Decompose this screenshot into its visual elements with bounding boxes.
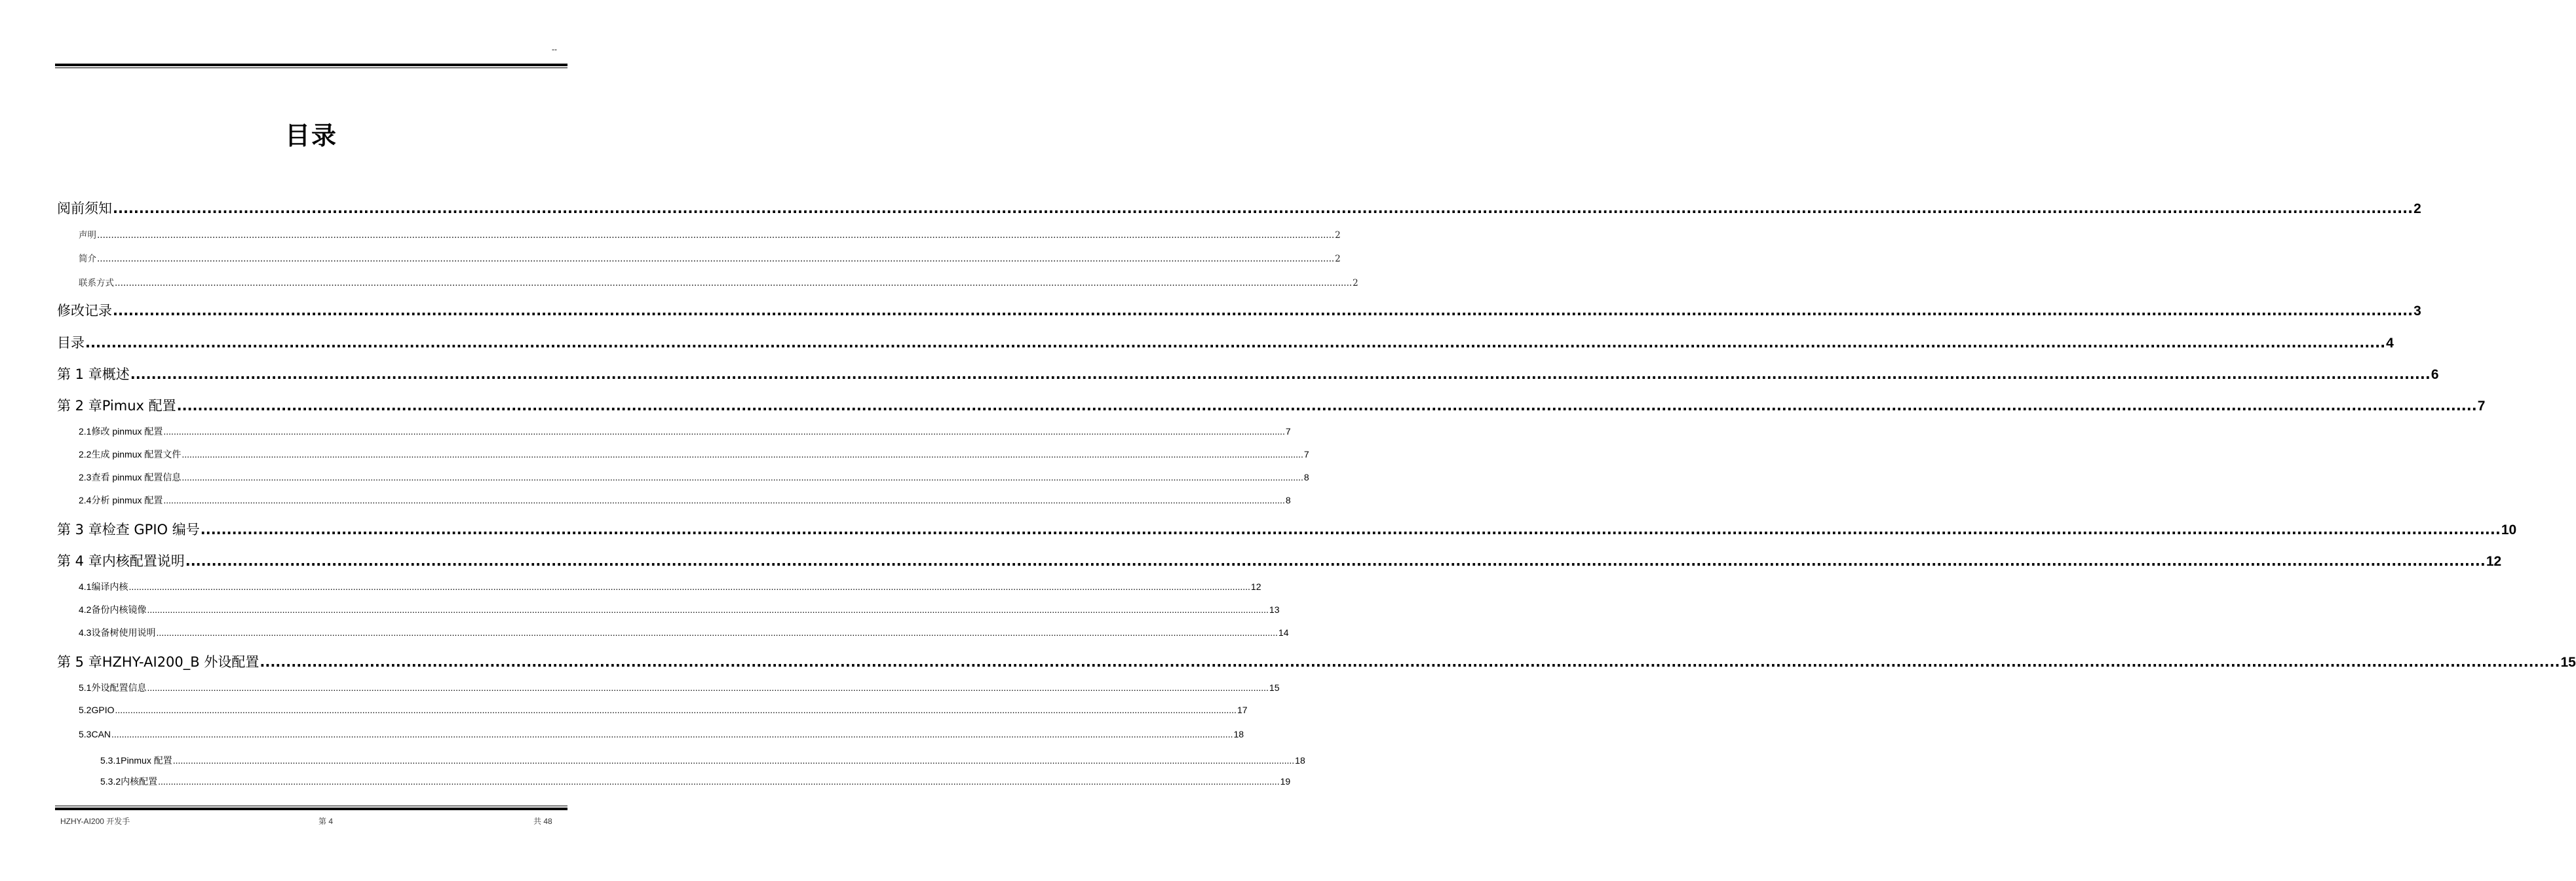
toc-entry-page: 2 [1335, 230, 1341, 241]
toc-entry-page: 13 [1269, 604, 1280, 615]
header-mark: -- [552, 45, 557, 54]
toc-dot-leader [130, 366, 2431, 382]
toc-entry-page: 8 [1303, 472, 1309, 482]
toc-entry-number: 第 3 章 [57, 522, 102, 538]
toc-entry[interactable] [79, 227, 1341, 241]
toc-entry[interactable] [79, 251, 1341, 264]
toc-entry-number: 2.1 [79, 426, 92, 437]
header-rule-thick [55, 64, 567, 66]
toc-entry-page: 14 [1278, 627, 1289, 638]
toc-entry-number: 4.1 [79, 581, 92, 592]
toc-entry[interactable] [79, 471, 1309, 484]
toc-entry-label: HZHY-AI200_B 外设配置 [102, 654, 260, 670]
toc-entry-number: 5.1 [79, 682, 92, 693]
toc-entry[interactable] [79, 580, 1261, 593]
toc-dot-leader [158, 776, 1279, 787]
toc-dot-leader [97, 254, 1334, 264]
toc-entry-label: 简介 [79, 254, 96, 264]
toc-dot-leader [147, 604, 1268, 615]
toc-entry-label: 目录 [57, 335, 85, 351]
toc-entry-label: 阅前须知 [57, 201, 112, 216]
toc-entry-label: CAN [91, 729, 111, 739]
toc-entry-page: 15 [2560, 655, 2576, 670]
toc-dot-leader [97, 230, 1334, 241]
toc-entry[interactable] [79, 448, 1309, 461]
toc-entry-label: 内核配置说明 [102, 553, 185, 569]
toc-entry-page: 18 [1295, 755, 1305, 766]
toc-entry-page: 2 [2413, 201, 2421, 216]
toc-entry-number: 2.3 [79, 472, 92, 482]
toc-entry-label: 生成 pinmux 配置文件 [91, 449, 182, 460]
toc-entry-number: 第 1 章 [57, 366, 102, 382]
toc-entry-page: 6 [2431, 367, 2439, 382]
footer-page-total: 共 48 [533, 817, 552, 826]
toc-entry-page: 8 [1285, 495, 1291, 505]
toc-entry[interactable] [79, 603, 1280, 616]
toc-entry[interactable] [79, 275, 1358, 288]
footer-page-number: 第 4 [318, 817, 334, 826]
toc-entry[interactable] [57, 300, 2421, 320]
toc-dot-leader [201, 522, 2501, 538]
toc-entry[interactable] [57, 551, 2502, 570]
toc-entry-label: 修改记录 [57, 303, 112, 319]
toc-entry-label: Pimux 配置 [102, 398, 176, 414]
footer-doc-name: HZHY-AI200 开发手 [60, 817, 130, 826]
toc-dot-leader [173, 755, 1294, 766]
toc-entry[interactable] [100, 775, 1291, 788]
toc-entry-number: 第 2 章 [57, 398, 102, 414]
toc-entry-label: 声明 [79, 230, 96, 241]
toc-dot-leader [115, 705, 1236, 715]
toc-entry-page: 2 [1353, 278, 1358, 288]
toc-entry-label: 查看 pinmux 配置信息 [91, 472, 182, 482]
toc-entry-number: 4.2 [79, 604, 92, 615]
toc-entry-label: 概述 [102, 366, 130, 382]
toc-entry-number: 4.3 [79, 627, 92, 638]
toc-entry-number: 2.4 [79, 495, 92, 505]
toc-entry[interactable] [79, 626, 1289, 639]
toc-dot-leader [163, 426, 1284, 437]
toc-entry[interactable] [57, 364, 2439, 383]
toc-entry-label: 联系方式 [79, 278, 114, 288]
toc-entry-page: 3 [2413, 303, 2421, 319]
toc-entry[interactable] [79, 705, 1248, 715]
toc-entry-label: 修改 pinmux 配置 [91, 426, 163, 437]
toc-dot-leader [182, 449, 1303, 460]
toc-entry-page: 12 [1250, 581, 1261, 592]
toc-entry[interactable] [57, 198, 2421, 218]
toc-dot-leader [113, 201, 2413, 216]
toc-entry-label: 外设配置信息 [91, 682, 147, 693]
toc-dot-leader [147, 682, 1268, 693]
toc-entry-number: 5.3.2 [100, 776, 121, 787]
toc-dot-leader [185, 553, 2486, 569]
toc-entry-page: 4 [2386, 336, 2394, 351]
toc-entry-label: GPIO [91, 705, 115, 715]
page-footer [0, 814, 623, 826]
toc-entry-page: 2 [1335, 254, 1341, 264]
toc-entry-number: 第 5 章 [57, 654, 102, 670]
toc-entry[interactable] [79, 494, 1291, 507]
toc-dot-leader [177, 398, 2477, 414]
toc-entry[interactable] [57, 395, 2486, 415]
toc-entry[interactable] [79, 681, 1280, 694]
toc-dot-leader [260, 654, 2560, 670]
page-title: 目录 [284, 121, 337, 150]
toc-entry-label: 编译内核 [91, 581, 128, 592]
toc-entry[interactable] [57, 519, 2517, 539]
toc-dot-leader [115, 278, 1352, 288]
toc-entry-label: 分析 pinmux 配置 [91, 495, 163, 505]
toc-entry-label: 设备树使用说明 [91, 627, 156, 638]
toc-dot-leader [85, 335, 2385, 351]
toc-dot-leader [128, 581, 1250, 592]
toc-entry-page: 7 [1285, 426, 1291, 437]
toc-entry[interactable] [57, 652, 2576, 671]
toc-entry-page: 12 [2486, 554, 2502, 569]
toc-entry-page: 18 [1233, 729, 1244, 739]
toc-entry-number: 5.3 [79, 729, 92, 739]
toc-entry-number: 第 4 章 [57, 553, 102, 569]
footer-rule-thick [55, 808, 567, 810]
toc-entry-page: 17 [1237, 705, 1248, 715]
toc-entry-label: Pinmux 配置 [121, 755, 172, 766]
toc-entry-page: 10 [2501, 522, 2517, 538]
toc-entry-page: 15 [1269, 682, 1280, 693]
toc-entry-number: 2.2 [79, 449, 92, 460]
toc-entry[interactable] [79, 729, 1244, 739]
toc-entry-number: 5.2 [79, 705, 92, 715]
toc-entry-page: 19 [1280, 776, 1291, 787]
toc-dot-leader [111, 729, 1233, 739]
toc-entry-label: 内核配置 [121, 776, 158, 787]
toc-entry[interactable] [79, 425, 1291, 438]
toc-dot-leader [156, 627, 1277, 638]
toc-entry-label: 备份内核镜像 [91, 604, 147, 615]
toc-entry-label: 检查 GPIO 编号 [102, 522, 200, 538]
toc-entry-number: 5.3.1 [100, 755, 121, 766]
toc-dot-leader [182, 472, 1303, 482]
toc-entry-page: 7 [2477, 399, 2486, 414]
toc-entry-page: 7 [1303, 449, 1309, 460]
toc-dot-leader [163, 495, 1284, 505]
toc-entry[interactable] [100, 754, 1305, 767]
toc-entry[interactable] [57, 332, 2394, 352]
toc-dot-leader [113, 303, 2413, 319]
